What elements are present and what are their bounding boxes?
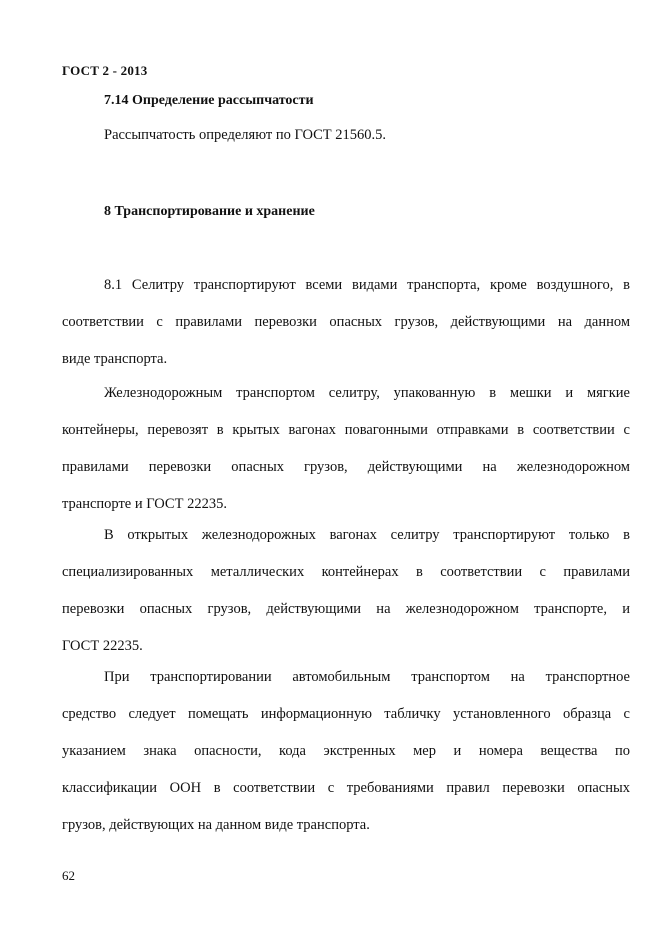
paragraph-line: При транспортировании автомобильным транспортом на транспортное	[104, 669, 630, 685]
paragraph-line: ГОСТ 22235.	[62, 638, 143, 654]
subsection-text: Рассыпчатость определяют по ГОСТ 21560.5.	[104, 127, 387, 143]
paragraph-line: правилами перевозки опасных грузов, действующими на железнодорожном	[62, 459, 630, 475]
section-heading: 8 Транспортирование и хранение	[104, 204, 315, 219]
paragraph-line: контейнеры, перевозят в крытых вагонах повагонными отправками в соответствии с	[62, 422, 630, 438]
paragraph-line: классификации ООН в соответствии с требованиями правил перевозки опасных	[62, 780, 630, 796]
page-number: 62	[62, 868, 75, 883]
paragraph-line: грузов, действующих на данном виде транспорта.	[62, 817, 370, 833]
paragraph-8-1	[62, 267, 630, 378]
paragraph-line: виде транспорта.	[62, 351, 168, 367]
paragraph-line: указанием знака опасности, кода экстренных мер и номера вещества по	[62, 743, 630, 759]
paragraph-line: Железнодорожным транспортом селитру, упакованную в мешки и мягкие	[104, 385, 630, 401]
paragraph-road-transport	[62, 659, 630, 844]
paragraph-line: В открытых железнодорожных вагонах селитру транспортируют только в	[104, 527, 630, 543]
subsection-heading: 7.14 Определение рассыпчатости	[104, 93, 314, 108]
paragraph-line: транспорте и ГОСТ 22235.	[62, 496, 227, 512]
paragraph-line: соответствии с правилами перевозки опасных грузов, действующими на данном	[62, 314, 630, 330]
paragraph-line: 8.1 Селитру транспортируют всеми видами транспорта, кроме воздушного, в	[104, 277, 630, 293]
paragraph-line: специализированных металлических контейнерах в соответствии с правилами	[62, 564, 630, 580]
paragraph-rail-covered	[62, 375, 630, 523]
paragraph-line: средство следует помещать информационную табличку установленного образца с	[62, 706, 630, 722]
paragraph-line: перевозки опасных грузов, действующими на железнодорожном транспорте, и	[62, 601, 630, 617]
paragraph-rail-open	[62, 517, 630, 665]
standard-header: ГОСТ 2 - 2013	[62, 63, 148, 78]
